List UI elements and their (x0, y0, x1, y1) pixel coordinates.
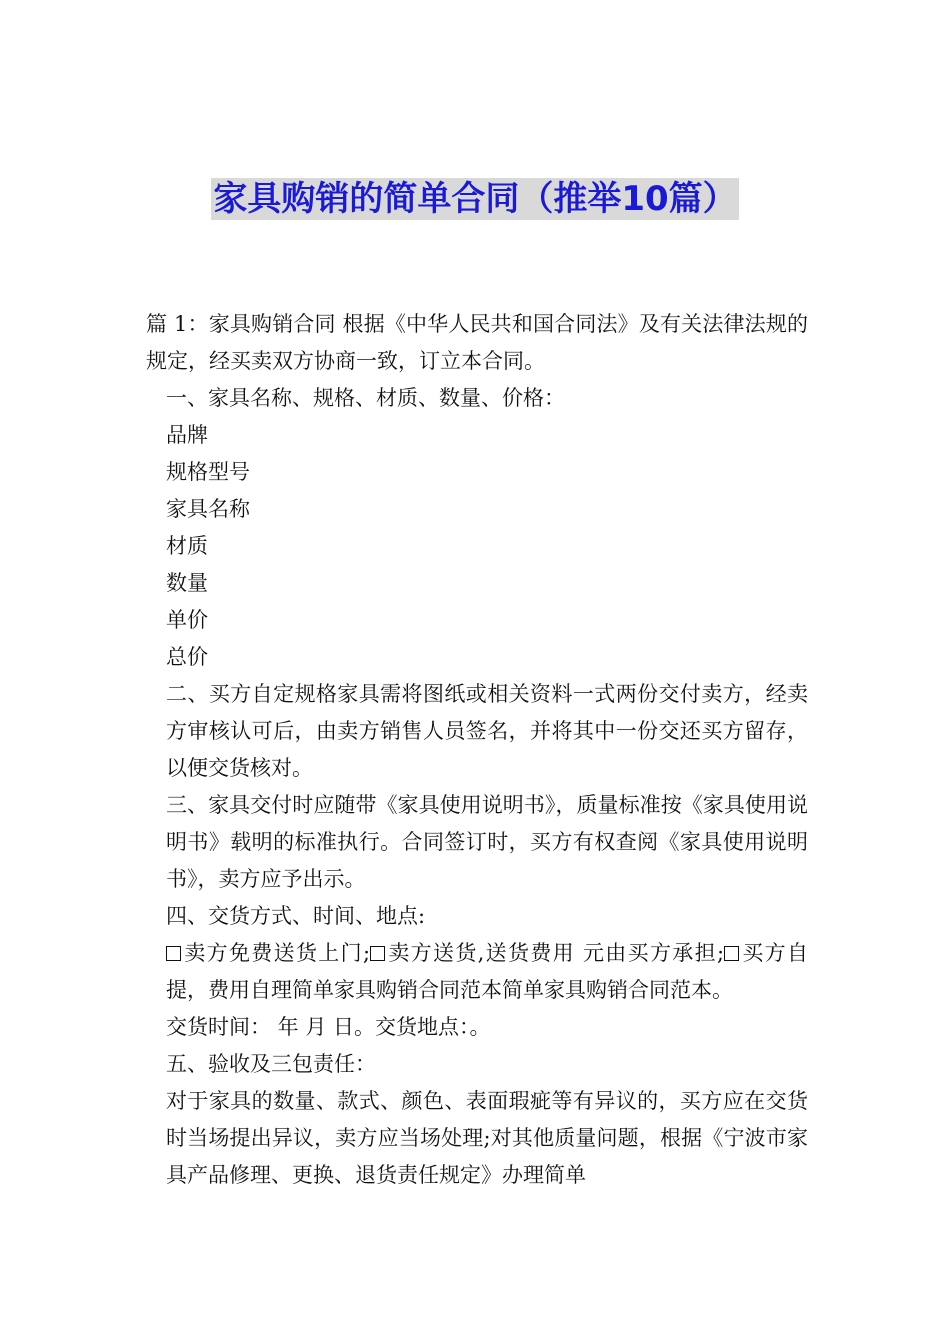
checkbox-icon[interactable] (370, 946, 385, 961)
section-1-heading: 一、家具名称、规格、材质、数量、价格： (166, 386, 565, 410)
section-3-paragraph: 三、家具交付时应随带《家具使用说明书》，质量标准按《家具使用说明书》载明的标准执行。合同签订时，买方有权查阅《家具使用说明书》，卖方应予出示。 (166, 793, 808, 891)
field-unit-price: 单价 (166, 608, 208, 632)
field-brand: 品牌 (166, 423, 208, 447)
field-furniture-name: 家具名称 (166, 497, 250, 521)
option-self-pickup: 买方自提，费用自理简单家具购销合同范本简单家具购销合同范本。 (166, 941, 808, 1002)
option-paid-delivery: 卖方送货,送货费用 元由买方承担; (387, 941, 725, 965)
document-body (146, 306, 808, 1194)
intro-paragraph: 篇 1：家具购销合同 根据《中华人民共和国合同法》及有关法律法规的规定，经买卖双方协商一致，订立本合同。 (146, 312, 808, 373)
field-quantity: 数量 (166, 571, 208, 595)
section-5-paragraph: 对于家具的数量、款式、颜色、表面瑕疵等有异议的，买方应在交货时当场提出异议，卖方应当场处理;对其他质量问题，根据《宁波市家具产品修理、更换、退货责任规定》办理简单 (166, 1089, 808, 1187)
delivery-time-place: 交货时间： 年 月 日。交货地点：。 (166, 1015, 491, 1039)
title-container (0, 178, 950, 220)
checkbox-icon[interactable] (724, 946, 739, 961)
field-model: 规格型号 (166, 460, 250, 484)
section-2-paragraph: 二、买方自定规格家具需将图纸或相关资料一式两份交付卖方，经卖方审核认可后，由卖方销售人员签名，并将其中一份交还买方留存，以便交货核对。 (166, 682, 808, 780)
option-free-delivery: 卖方免费送货上门; (183, 941, 371, 965)
section-5-heading: 五、验收及三包责任： (166, 1052, 376, 1076)
checkbox-icon[interactable] (166, 946, 181, 961)
document-title: 家具购销的简单合同（推举10篇） (213, 179, 737, 219)
field-material: 材质 (166, 534, 208, 558)
section-4-options (146, 935, 808, 1009)
section-4-heading: 四、交货方式、时间、地点: (166, 904, 426, 928)
field-total-price: 总价 (166, 645, 208, 669)
